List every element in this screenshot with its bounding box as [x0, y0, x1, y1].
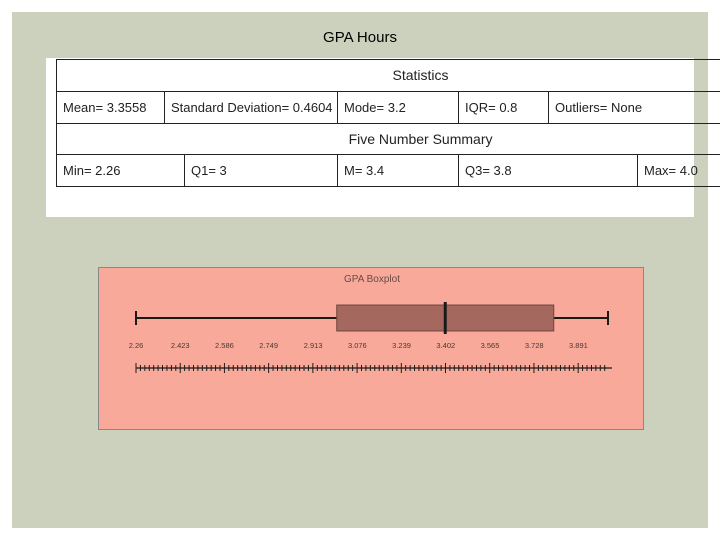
tick-label: 3.076 [347, 341, 367, 350]
statistics-table [56, 59, 720, 187]
five-number-summary-header: Five Number Summary [57, 123, 720, 155]
stat-iqr: IQR= 0.8 [459, 91, 549, 123]
stat-mean: Mean= 3.3558 [57, 91, 165, 123]
tick-label: 2.913 [303, 341, 323, 350]
tick-label: 3.728 [524, 341, 544, 350]
boxplot-chart [98, 267, 644, 430]
boxplot-svg [99, 268, 645, 431]
stat-standard-deviation: Standard Deviation= 0.4604 [165, 91, 338, 123]
statistics-header: Statistics [57, 60, 720, 92]
tick-label: 3.239 [392, 341, 411, 350]
summary-q3: Q3= 3.8 [459, 155, 638, 187]
tick-label: 2.423 [170, 341, 190, 350]
summary-min: Min= 2.26 [57, 155, 185, 187]
summary-q1: Q1= 3 [185, 155, 338, 187]
tick-label: 3.402 [436, 341, 456, 350]
summary-median: M= 3.4 [338, 155, 459, 187]
tick-label: 3.891 [569, 341, 588, 350]
tick-label: 3.565 [480, 341, 500, 350]
slide-title: GPA Hours [323, 29, 397, 46]
stat-outliers: Outliers= None [549, 91, 720, 123]
tick-label: 2.26 [128, 341, 144, 350]
tick-label: 2.749 [259, 341, 279, 350]
stat-mode: Mode= 3.2 [338, 91, 459, 123]
summary-max: Max= 4.0 [638, 155, 720, 187]
statistics-panel [46, 58, 698, 217]
tick-label: 2.586 [215, 341, 234, 350]
chart-title: GPA Boxplot [344, 274, 400, 285]
